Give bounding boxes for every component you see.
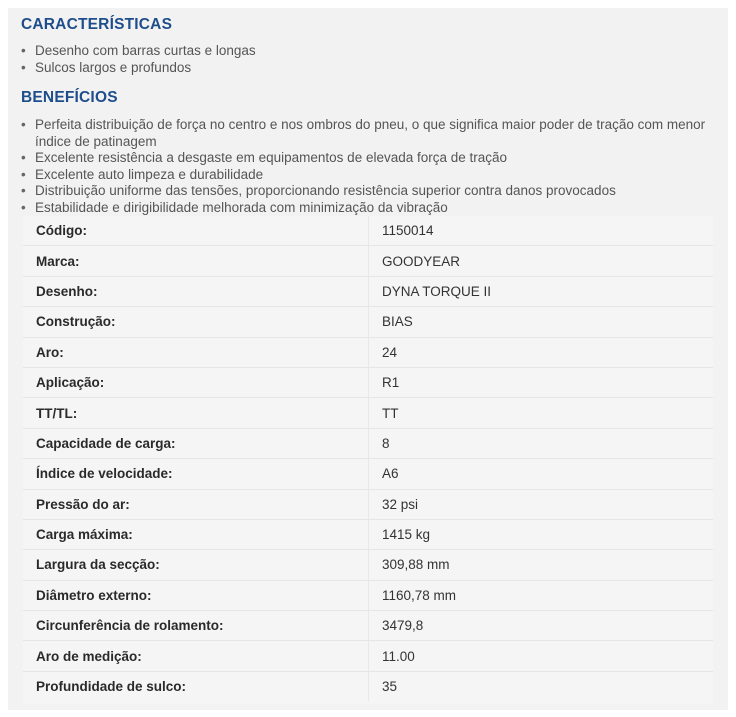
table-row bbox=[23, 519, 713, 549]
beneficios-list bbox=[21, 117, 711, 216]
list-item: • Sulcos largos e profundos bbox=[21, 59, 192, 75]
table-row bbox=[23, 428, 713, 458]
spec-value: GOODYEAR bbox=[369, 246, 714, 276]
spec-label: Construção: bbox=[23, 307, 369, 337]
spec-label: Desenho: bbox=[23, 276, 369, 306]
spec-label: Carga máxima: bbox=[23, 519, 369, 549]
spec-label: Largura da secção: bbox=[23, 550, 369, 580]
spec-label: Marca: bbox=[23, 246, 369, 276]
spec-value: 309,88 mm bbox=[369, 550, 714, 580]
table-row bbox=[23, 641, 713, 671]
spec-label: Código: bbox=[23, 216, 369, 246]
spec-label: Aro: bbox=[23, 337, 369, 367]
spec-value: 1160,78 mm bbox=[369, 580, 714, 610]
spec-label: Capacidade de carga: bbox=[23, 428, 369, 458]
spec-value: TT bbox=[369, 398, 714, 428]
spec-value: 24 bbox=[369, 337, 714, 367]
spec-table bbox=[23, 216, 713, 701]
spec-value: DYNA TORQUE II bbox=[369, 276, 714, 306]
spec-value: 3479,8 bbox=[369, 611, 714, 641]
list-item: • Excelente resistência a desgaste em equipamentos de elevada força de tração bbox=[21, 150, 508, 165]
spec-value: 35 bbox=[382, 679, 398, 695]
bullet-icon: • bbox=[21, 199, 26, 215]
spec-label: TT/TL: bbox=[23, 398, 369, 428]
table-row bbox=[23, 459, 713, 489]
list-item: • Perfeita distribuição de força no centro e nos ombros do pneu, o que significa maior poder de tração com menor índice de patinagem bbox=[21, 117, 706, 149]
spec-label: Circunferência de rolamento: bbox=[23, 611, 369, 641]
table-row bbox=[23, 307, 713, 337]
spec-value: 1415 kg bbox=[369, 519, 714, 549]
list-item: • Excelente auto limpeza e durabilidade bbox=[21, 166, 264, 182]
list-item: • Distribuição uniforme das tensões, proporcionando resistência superior contra danos provocados bbox=[21, 183, 616, 198]
bullet-icon: • bbox=[21, 43, 26, 58]
list-item: • Estabilidade e dirigibilidade melhorada com minimização da vibração bbox=[21, 199, 448, 215]
spec-value: A6 bbox=[369, 459, 714, 489]
spec-value: BIAS bbox=[369, 307, 714, 337]
table-row bbox=[23, 489, 713, 519]
table-row bbox=[23, 367, 713, 397]
caracteristicas-list bbox=[21, 43, 711, 76]
spec-label: Aplicação: bbox=[23, 367, 369, 397]
spec-value: 11.00 bbox=[369, 641, 714, 671]
spec-value: 8 bbox=[369, 428, 714, 458]
table-row bbox=[23, 671, 713, 701]
bullet-icon: • bbox=[21, 150, 26, 165]
spec-value: 32 psi bbox=[369, 489, 714, 519]
spec-label: Diâmetro externo: bbox=[23, 580, 369, 610]
table-row bbox=[23, 611, 713, 641]
table-row bbox=[23, 246, 713, 276]
spec-label: Índice de velocidade: bbox=[23, 459, 369, 489]
spec-label: Aro de medição: bbox=[23, 641, 369, 671]
spec-value: 1150014 bbox=[369, 216, 714, 246]
table-row bbox=[23, 216, 713, 246]
table-row bbox=[23, 398, 713, 428]
beneficios-heading: BENEFÍCIOS bbox=[21, 89, 118, 106]
table-row bbox=[23, 276, 713, 306]
bullet-icon: • bbox=[21, 59, 26, 75]
spec-label: Pressão do ar: bbox=[23, 489, 369, 519]
caracteristicas-heading: CARACTERÍSTICAS bbox=[21, 16, 173, 33]
list-item: • Desenho com barras curtas e longas bbox=[21, 43, 256, 58]
table-row bbox=[23, 550, 713, 580]
table-row bbox=[23, 337, 713, 367]
table-row bbox=[23, 580, 713, 610]
bullet-icon: • bbox=[21, 166, 26, 182]
spec-label: Profundidade de sulco: bbox=[23, 671, 369, 701]
bullet-icon: • bbox=[21, 117, 26, 132]
spec-value: R1 bbox=[369, 367, 714, 397]
bullet-icon: • bbox=[21, 183, 26, 198]
